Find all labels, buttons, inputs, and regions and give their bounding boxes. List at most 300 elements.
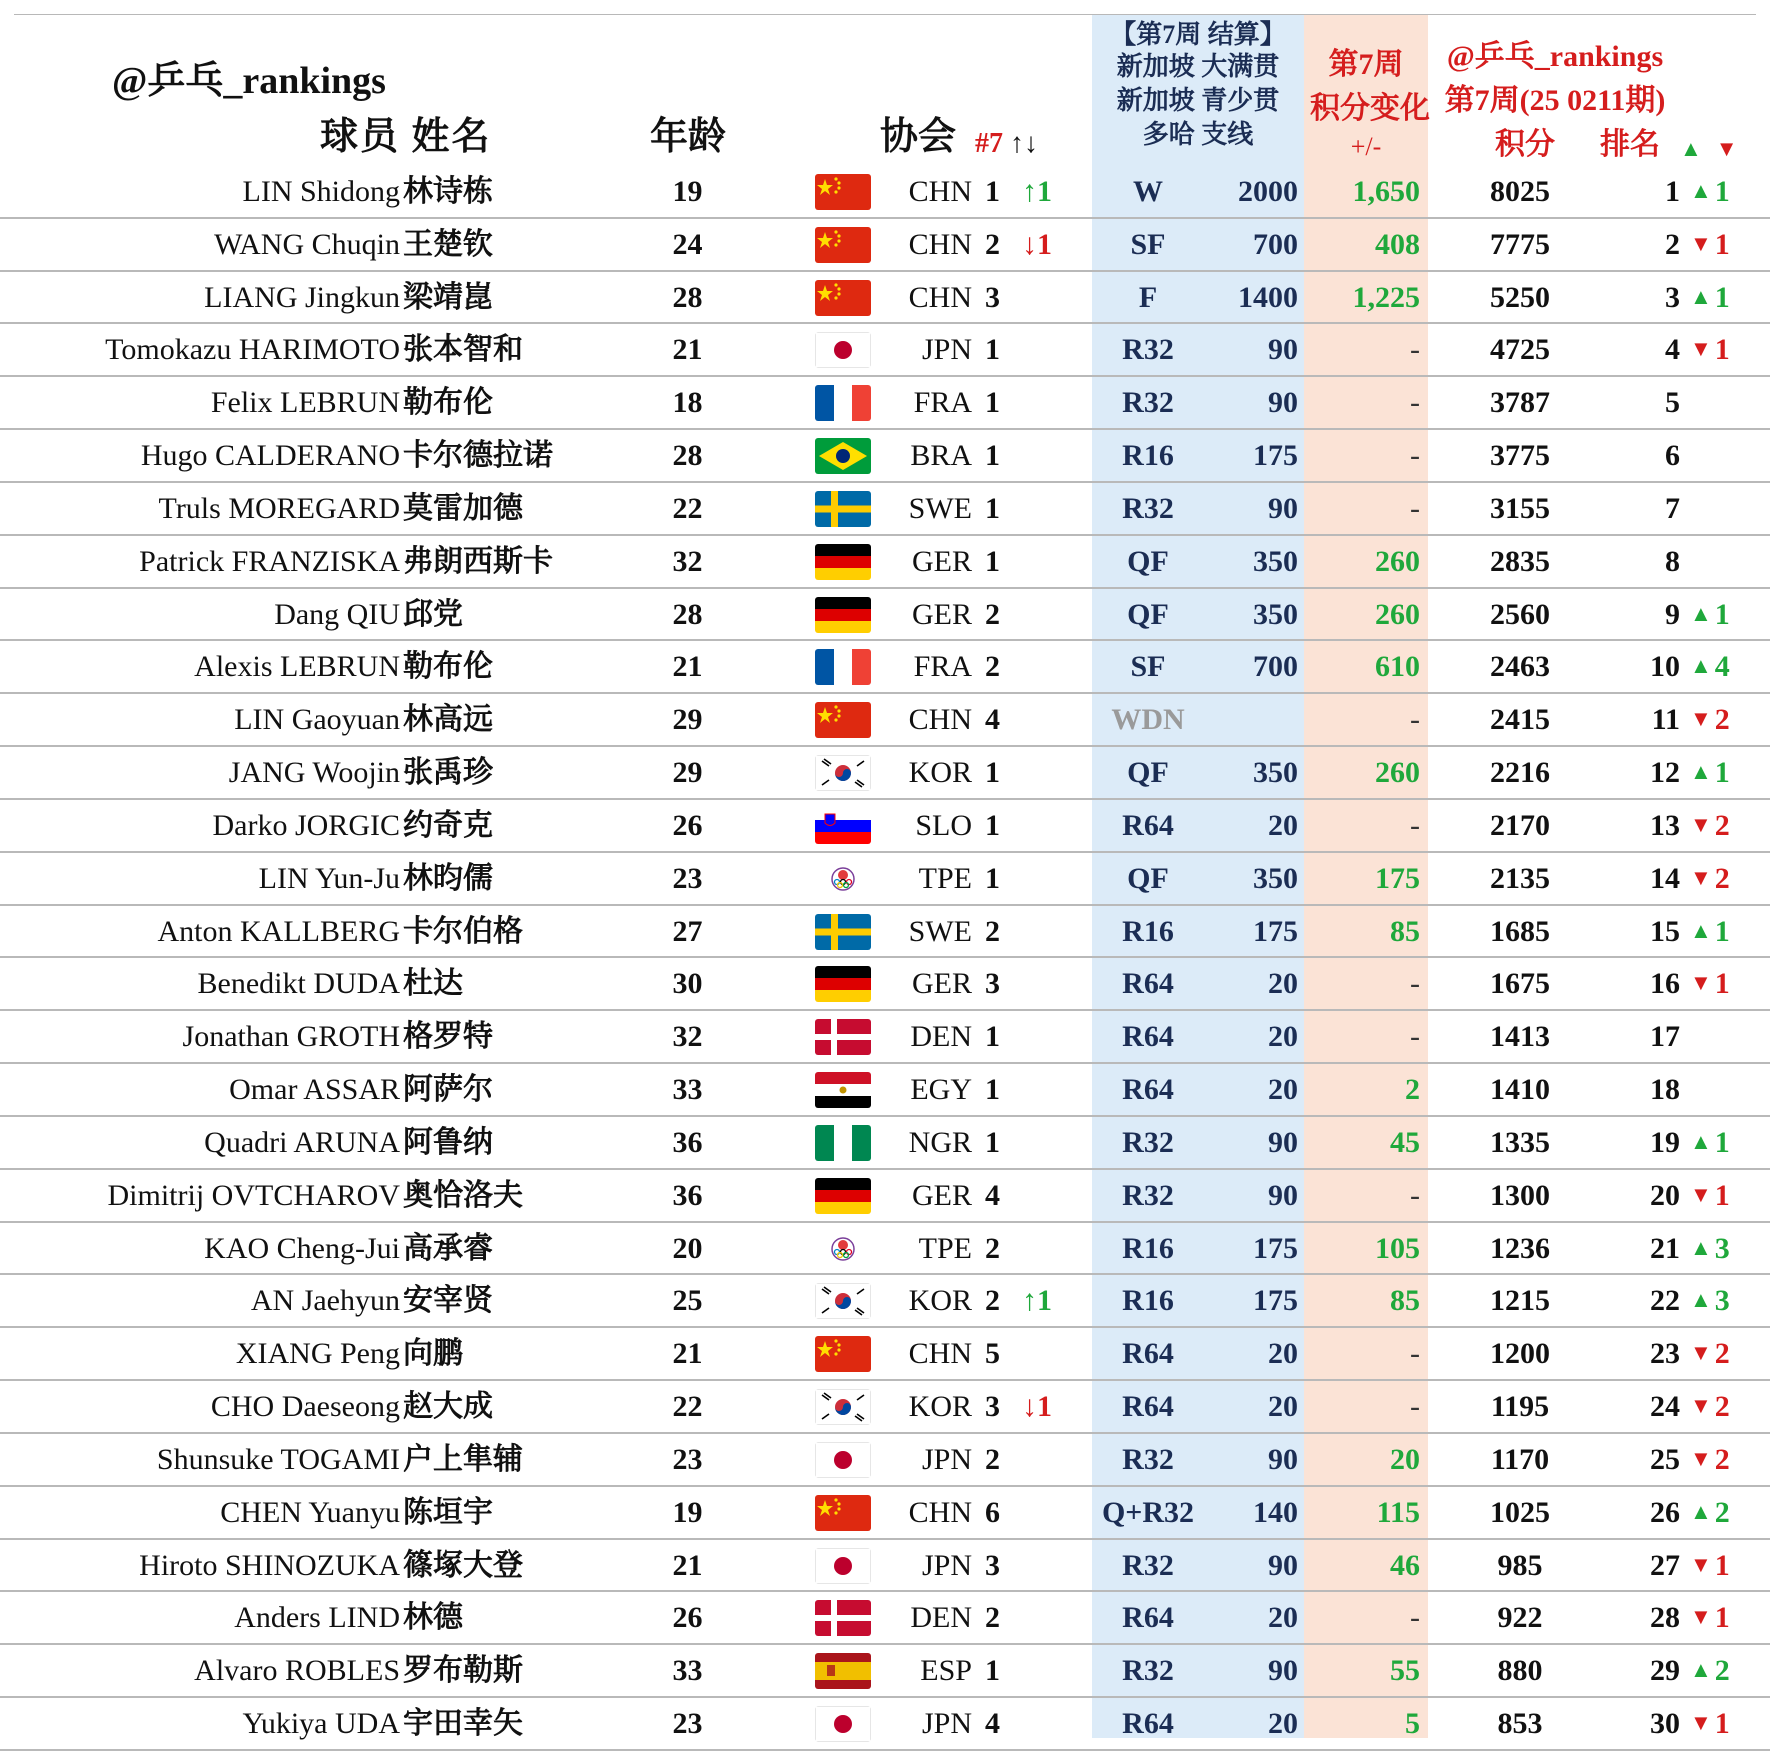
- association-code: CHN: [908, 227, 972, 261]
- player-age: 28: [672, 280, 703, 314]
- flag-ger-icon: [815, 1178, 871, 1214]
- rank-change: [1690, 1178, 1730, 1216]
- event-round: R64: [1122, 1601, 1174, 1635]
- triangle-down-icon: ▼: [1690, 1393, 1712, 1419]
- player-name-en: JANG Woojin: [228, 756, 400, 790]
- triangle-up-icon: ▲: [1690, 1657, 1712, 1683]
- player-age: 18: [672, 386, 703, 420]
- rank-change: [1690, 1231, 1730, 1269]
- world-rank: 6: [1665, 439, 1680, 473]
- player-age: 21: [672, 1548, 703, 1582]
- player-age: 28: [672, 439, 703, 473]
- player-name-en: Anton KALLBERG: [157, 914, 400, 948]
- player-name-cn: 罗布勒斯: [403, 1653, 523, 1689]
- event-round: R16: [1122, 1284, 1174, 1318]
- national-rank: 3: [985, 280, 1000, 314]
- rank-change: [1690, 1706, 1730, 1744]
- table-row: [0, 1434, 1770, 1487]
- event-round-points: 350: [1253, 544, 1298, 578]
- player-age: 22: [672, 491, 703, 525]
- flag-chn-icon: [815, 702, 871, 738]
- world-rank: 13: [1650, 808, 1680, 842]
- rank-change-value: 1: [1714, 1548, 1730, 1582]
- table-row: [0, 272, 1770, 325]
- week-points-change: 408: [1375, 227, 1420, 261]
- national-rank: 2: [985, 597, 1000, 631]
- week-points-change: -: [1410, 808, 1420, 842]
- association-code: JPN: [921, 333, 972, 367]
- event-round-points: 2000: [1238, 175, 1298, 208]
- player-name-en: Patrick FRANZISKA: [139, 544, 400, 578]
- top-rule: [14, 14, 1756, 15]
- association-code: TPE: [918, 1231, 972, 1265]
- table-row: [0, 1223, 1770, 1276]
- player-age: 26: [672, 808, 703, 842]
- total-points: 8025: [1490, 175, 1550, 208]
- world-rank: 5: [1665, 386, 1680, 420]
- world-rank: 3: [1665, 280, 1680, 314]
- rank-change-value: 1: [1714, 597, 1730, 631]
- week-points-change: 45: [1390, 1125, 1420, 1159]
- total-points: 985: [1497, 1548, 1543, 1582]
- flag-chn-icon: [815, 1495, 871, 1531]
- event-round: R64: [1122, 1707, 1174, 1741]
- association-code: DEN: [910, 1601, 972, 1635]
- event-round: WDN: [1111, 703, 1185, 737]
- event-round-points: 90: [1268, 1548, 1298, 1582]
- total-points: 2170: [1490, 808, 1550, 842]
- handle-watermark: @乒乓_rankings: [112, 60, 386, 102]
- event-round-points: 350: [1253, 756, 1298, 790]
- association-code: NGR: [908, 1125, 972, 1159]
- player-age: 25: [672, 1284, 703, 1318]
- player-age: 26: [672, 1601, 703, 1635]
- national-rank: 1: [985, 439, 1000, 473]
- world-rank: 19: [1650, 1125, 1680, 1159]
- flag-den-icon: [815, 1019, 871, 1055]
- world-rank: 23: [1650, 1337, 1680, 1371]
- player-age: 21: [672, 333, 703, 367]
- week-points-change: 260: [1375, 597, 1420, 631]
- total-points: 2216: [1490, 756, 1550, 790]
- national-rank: 4: [985, 703, 1000, 737]
- rank-change: [1690, 1653, 1730, 1691]
- table-row: [0, 1170, 1770, 1223]
- total-points: 880: [1497, 1654, 1543, 1688]
- total-points: 853: [1497, 1707, 1543, 1741]
- national-rank: 2: [985, 1442, 1000, 1476]
- flag-jpn-icon: [815, 332, 871, 368]
- rank-change-value: 2: [1714, 1390, 1730, 1424]
- player-name-en: Tomokazu HARIMOTO: [105, 333, 400, 367]
- national-rank-change: ↑1: [1022, 1284, 1052, 1318]
- world-rank: 22: [1650, 1284, 1680, 1318]
- rank-change-value: 1: [1714, 1178, 1730, 1212]
- flag-kor-icon: [815, 1389, 871, 1425]
- association-code: KOR: [908, 756, 972, 790]
- event-round: R32: [1122, 333, 1174, 367]
- week-points-change: 115: [1376, 1495, 1420, 1529]
- table-row: [0, 166, 1770, 219]
- world-rank: 30: [1650, 1707, 1680, 1741]
- player-age: 36: [672, 1178, 703, 1212]
- table-row: [0, 1381, 1770, 1434]
- week-points-change: -: [1410, 386, 1420, 420]
- rank-change-value: 1: [1714, 333, 1730, 367]
- national-rank: 2: [985, 1601, 1000, 1635]
- association-code: JPN: [921, 1548, 972, 1582]
- rank-change-value: 1: [1714, 1601, 1730, 1635]
- rank-change-value: 1: [1714, 280, 1730, 314]
- player-name-cn: 阿萨尔: [403, 1072, 493, 1108]
- national-rank: 1: [985, 386, 1000, 420]
- national-rank: 1: [985, 1125, 1000, 1159]
- event-round-points: 175: [1253, 1284, 1298, 1318]
- header-points: 积分: [1495, 128, 1555, 161]
- triangle-up-icon: ▲: [1690, 178, 1712, 203]
- association-code: CHN: [908, 175, 972, 208]
- event-round: R32: [1122, 1125, 1174, 1159]
- flag-ngr-icon: [815, 1125, 871, 1161]
- event-round-points: 175: [1253, 1231, 1298, 1265]
- national-rank: 1: [985, 756, 1000, 790]
- player-age: 24: [672, 227, 703, 261]
- player-name-cn: 向鹏: [403, 1336, 463, 1372]
- player-name-en: WANG Chuqin: [214, 227, 400, 261]
- week-points-change: -: [1410, 491, 1420, 525]
- rank-change: [1690, 597, 1730, 635]
- national-rank: 3: [985, 1390, 1000, 1424]
- rank-change: [1690, 332, 1730, 370]
- table-row: [0, 641, 1770, 694]
- national-rank: 1: [985, 175, 1000, 208]
- world-rank: 15: [1650, 914, 1680, 948]
- player-name-cn: 王楚钦: [403, 226, 493, 262]
- player-name-en: CHEN Yuanyu: [220, 1495, 400, 1529]
- world-rank: 11: [1651, 703, 1680, 737]
- total-points: 1300: [1490, 1178, 1550, 1212]
- week-points-change: 175: [1375, 861, 1420, 895]
- header-event-line2: 新加坡 大满贯: [1116, 52, 1280, 81]
- national-rank: 1: [985, 1073, 1000, 1107]
- event-round: R64: [1122, 1337, 1174, 1371]
- header-national-rank-arrows: ↑↓: [1010, 128, 1038, 159]
- player-name-en: Quadri ARUNA: [204, 1125, 400, 1159]
- world-rank: 8: [1665, 544, 1680, 578]
- player-age: 22: [672, 1390, 703, 1424]
- table-row: [0, 1011, 1770, 1064]
- event-round-points: 20: [1268, 967, 1298, 1001]
- world-rank: 18: [1650, 1073, 1680, 1107]
- national-rank: 4: [985, 1707, 1000, 1741]
- rank-change: [1690, 280, 1730, 318]
- rank-change-value: 2: [1714, 808, 1730, 842]
- week-points-change: -: [1410, 967, 1420, 1001]
- world-rank: 20: [1650, 1178, 1680, 1212]
- rank-change: [1690, 227, 1730, 265]
- event-round: R64: [1122, 808, 1174, 842]
- flag-jpn-icon: [815, 1442, 871, 1478]
- national-rank: 1: [985, 544, 1000, 578]
- event-round-points: 1400: [1238, 280, 1298, 314]
- event-round: R16: [1122, 914, 1174, 948]
- player-name-cn: 格罗特: [403, 1019, 493, 1055]
- table-row: [0, 1487, 1770, 1540]
- event-round: R64: [1122, 1390, 1174, 1424]
- flag-den-icon: [815, 1600, 871, 1636]
- player-name-en: LIN Shidong: [242, 175, 400, 208]
- total-points: 1335: [1490, 1125, 1550, 1159]
- player-name-cn: 邱党: [403, 596, 463, 632]
- player-name-en: Hiroto SHINOZUKA: [139, 1548, 400, 1582]
- flag-ger-icon: [815, 966, 871, 1002]
- association-code: EGY: [910, 1073, 972, 1107]
- header-event-line4: 多哈 支线: [1142, 120, 1254, 149]
- flag-kor-icon: [815, 755, 871, 791]
- rank-up-symbol: ▲: [1680, 136, 1702, 161]
- player-name-cn: 勒布伦: [403, 385, 493, 421]
- week-points-change: -: [1410, 1601, 1420, 1635]
- world-rank: 4: [1665, 333, 1680, 367]
- player-age: 27: [672, 914, 703, 948]
- player-name-cn: 梁靖崑: [403, 279, 493, 315]
- total-points: 922: [1497, 1601, 1543, 1635]
- triangle-up-icon: ▲: [1690, 1128, 1712, 1154]
- player-age: 23: [672, 1707, 703, 1741]
- rank-down-symbol: ▼: [1715, 136, 1738, 161]
- total-points: 2415: [1490, 703, 1550, 737]
- event-round-points: 175: [1253, 439, 1298, 473]
- event-round-points: 20: [1268, 808, 1298, 842]
- event-round: R16: [1122, 1231, 1174, 1265]
- total-points: 1236: [1490, 1231, 1550, 1265]
- table-row: [0, 430, 1770, 483]
- week-points-change: 610: [1375, 650, 1420, 684]
- player-name-cn: 林诗栋: [403, 174, 493, 209]
- rank-change-value: 3: [1714, 1231, 1730, 1265]
- world-rank: 2: [1665, 227, 1680, 261]
- event-round-points: 90: [1268, 1178, 1298, 1212]
- association-code: CHN: [908, 280, 972, 314]
- association-code: BRA: [910, 439, 972, 473]
- player-name-cn: 弗朗西斯卡: [403, 543, 553, 579]
- player-name-en: Hugo CALDERANO: [140, 439, 400, 473]
- national-rank: 5: [985, 1337, 1000, 1371]
- event-round: Q+R32: [1101, 1495, 1195, 1529]
- player-age: 29: [672, 703, 703, 737]
- rank-change: [1690, 861, 1730, 899]
- association-code: GER: [912, 1178, 972, 1212]
- player-name-cn: 勒布伦: [403, 649, 493, 685]
- triangle-up-icon: ▲: [1690, 1234, 1712, 1260]
- flag-kor-icon: [815, 1283, 871, 1319]
- player-name-cn: 篠塚大登: [403, 1547, 523, 1583]
- total-points: 1170: [1490, 1442, 1550, 1476]
- total-points: 1685: [1490, 914, 1550, 948]
- event-round-points: 350: [1253, 861, 1298, 895]
- player-age: 19: [672, 1495, 703, 1529]
- header-association: 协会: [880, 116, 957, 158]
- flag-fra-icon: [815, 385, 871, 421]
- event-round-points: 20: [1268, 1020, 1298, 1054]
- event-round: R32: [1122, 1654, 1174, 1688]
- national-rank: 1: [985, 491, 1000, 525]
- week-points-change: -: [1410, 1390, 1420, 1424]
- rank-change-value: 2: [1714, 861, 1730, 895]
- world-rank: 1: [1665, 175, 1680, 208]
- player-name-en: Yukiya UDA: [242, 1707, 400, 1741]
- player-name-en: XIANG Peng: [235, 1337, 400, 1371]
- event-round: SF: [1130, 227, 1166, 261]
- world-rank: 9: [1665, 597, 1680, 631]
- rank-change: [1690, 914, 1730, 952]
- header-rank-arrows: [1680, 138, 1738, 160]
- total-points: 2560: [1490, 597, 1550, 631]
- association-code: DEN: [910, 1020, 972, 1054]
- event-round-points: 20: [1268, 1390, 1298, 1424]
- event-round-points: 20: [1268, 1337, 1298, 1371]
- total-points: 1215: [1490, 1284, 1550, 1318]
- world-rank: 10: [1650, 650, 1680, 684]
- rank-change-value: 2: [1714, 1654, 1730, 1688]
- table-row: [0, 219, 1770, 272]
- event-round: F: [1138, 280, 1158, 314]
- handle-right: @乒乓_rankings: [1446, 40, 1664, 73]
- table-row: [0, 1117, 1770, 1170]
- player-name-cn: 莫雷加德: [403, 490, 523, 526]
- player-name-en: Alvaro ROBLES: [194, 1654, 400, 1688]
- association-code: SWE: [908, 914, 972, 948]
- header-change-line1: 第7周: [1328, 48, 1404, 81]
- week-points-change: 260: [1375, 756, 1420, 790]
- triangle-up-icon: ▲: [1690, 759, 1712, 785]
- week-points-change: 55: [1390, 1654, 1420, 1688]
- national-rank: 4: [985, 1178, 1000, 1212]
- association-code: JPN: [921, 1442, 972, 1476]
- event-round: QF: [1127, 861, 1169, 895]
- player-name-en: Jonathan GROTH: [182, 1020, 400, 1054]
- flag-fra-icon: [815, 649, 871, 685]
- national-rank: 6: [985, 1495, 1000, 1529]
- association-code: CHN: [908, 1337, 972, 1371]
- player-age: 21: [672, 650, 703, 684]
- association-code: KOR: [908, 1390, 972, 1424]
- flag-bra-icon: [815, 438, 871, 474]
- total-points: 1675: [1490, 967, 1550, 1001]
- world-rank: 24: [1650, 1390, 1680, 1424]
- association-code: KOR: [908, 1284, 972, 1318]
- flag-chn-icon: [815, 280, 871, 316]
- week-points-change: 260: [1375, 544, 1420, 578]
- flag-egy-icon: [815, 1072, 871, 1108]
- flag-ger-icon: [815, 597, 871, 633]
- triangle-down-icon: ▼: [1690, 970, 1712, 996]
- table-row: [0, 747, 1770, 800]
- event-round: R32: [1122, 1178, 1174, 1212]
- rank-change: [1690, 966, 1730, 1004]
- event-round-points: 700: [1253, 650, 1298, 684]
- table-row: [0, 536, 1770, 589]
- rank-change-value: 3: [1714, 1284, 1730, 1318]
- rank-change: [1690, 1548, 1730, 1586]
- association-code: TPE: [918, 861, 972, 895]
- national-rank: 2: [985, 1231, 1000, 1265]
- table-row: [0, 1645, 1770, 1698]
- triangle-up-icon: ▲: [1690, 1287, 1712, 1313]
- world-rank: 27: [1650, 1548, 1680, 1582]
- player-name-en: LIN Gaoyuan: [234, 703, 400, 737]
- table-row: [0, 1328, 1770, 1381]
- national-rank: 3: [985, 1548, 1000, 1582]
- event-round-points: 350: [1253, 597, 1298, 631]
- event-round-points: 140: [1253, 1495, 1298, 1529]
- table-row: [0, 377, 1770, 430]
- event-round: QF: [1127, 597, 1169, 631]
- association-code: GER: [912, 597, 972, 631]
- world-rank: 17: [1650, 1020, 1680, 1054]
- table-row: [0, 324, 1770, 377]
- association-code: CHN: [908, 703, 972, 737]
- total-points: 1413: [1490, 1020, 1550, 1054]
- event-round: R32: [1122, 1442, 1174, 1476]
- national-rank: 2: [985, 227, 1000, 261]
- rank-change-value: 2: [1714, 703, 1730, 737]
- header-age: 年龄: [650, 116, 727, 158]
- table-row: [0, 483, 1770, 536]
- total-points: 2835: [1490, 544, 1550, 578]
- flag-chn-icon: [815, 1336, 871, 1372]
- header-rank: 排名: [1600, 128, 1660, 161]
- table-row: [0, 906, 1770, 959]
- flag-esp-icon: [815, 1653, 871, 1689]
- table-row: [0, 1275, 1770, 1328]
- player-name-cn: 赵大成: [403, 1389, 493, 1425]
- table-row: [0, 589, 1770, 642]
- rank-change: [1690, 1495, 1730, 1533]
- player-age: 23: [672, 861, 703, 895]
- player-age: 21: [672, 1337, 703, 1371]
- triangle-down-icon: ▼: [1690, 1181, 1712, 1207]
- player-age: 20: [672, 1231, 703, 1265]
- week-points-change: 5: [1405, 1707, 1420, 1741]
- rank-change: [1690, 1600, 1730, 1638]
- event-round-points: 700: [1253, 227, 1298, 261]
- event-round: W: [1133, 175, 1163, 208]
- week-points-change: -: [1410, 703, 1420, 737]
- triangle-up-icon: ▲: [1690, 917, 1712, 943]
- event-round-points: 90: [1268, 1654, 1298, 1688]
- week-points-change: -: [1410, 1337, 1420, 1371]
- player-name-en: Benedikt DUDA: [197, 967, 400, 1001]
- triangle-down-icon: ▼: [1690, 336, 1712, 362]
- rank-change: [1690, 1125, 1730, 1163]
- world-rank: 12: [1650, 756, 1680, 790]
- rank-change: [1690, 808, 1730, 846]
- rank-change-value: 1: [1714, 227, 1730, 261]
- triangle-up-icon: ▲: [1690, 1498, 1712, 1524]
- total-points: 1200: [1490, 1337, 1550, 1371]
- world-rank: 26: [1650, 1495, 1680, 1529]
- flag-swe-icon: [815, 491, 871, 527]
- association-code: SWE: [908, 491, 972, 525]
- player-name-en: CHO Daeseong: [210, 1390, 400, 1424]
- week-points-change: 85: [1390, 1284, 1420, 1318]
- total-points: 2463: [1490, 650, 1550, 684]
- world-rank: 16: [1650, 967, 1680, 1001]
- table-row: [0, 1064, 1770, 1117]
- header-event-line3: 新加坡 青少贯: [1116, 86, 1280, 115]
- world-rank: 29: [1650, 1654, 1680, 1688]
